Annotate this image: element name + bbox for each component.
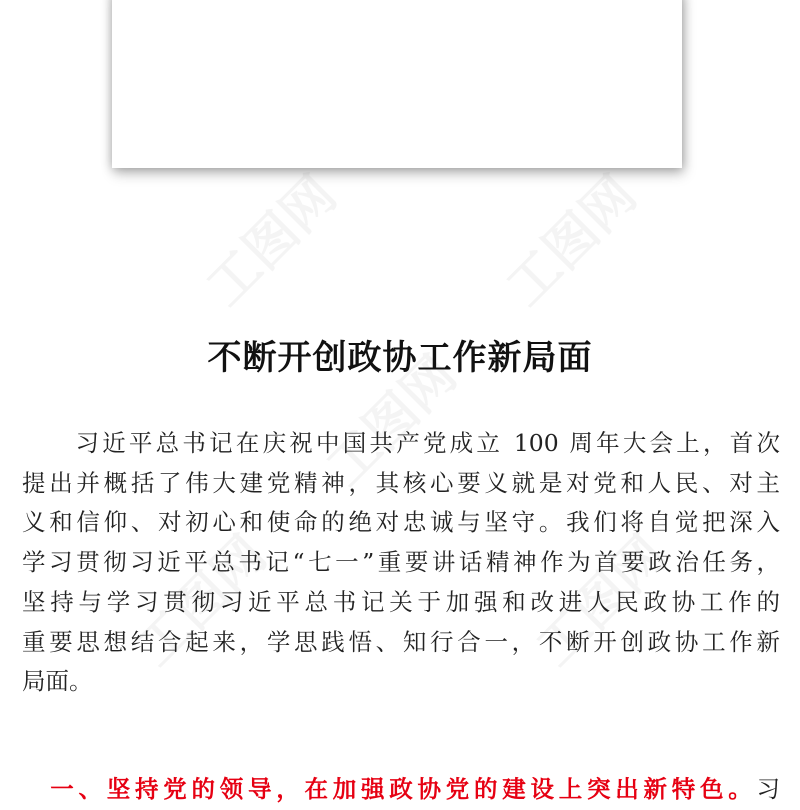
paragraph-line: 义和信仰、对初心和使命的绝对忠诚与坚守。我们将自觉把深入 bbox=[22, 508, 780, 537]
paragraph-line: 重要思想结合起来，学思践悟、知行合一，不断开创政协工作新 bbox=[22, 627, 780, 656]
paragraph-line: 提出并概括了伟大建党精神，其核心要义就是对党和人民、对主 bbox=[22, 468, 780, 497]
paragraph-line: 学习贯彻习近平总书记“七一”重要讲话精神作为首要政治任务， bbox=[22, 548, 780, 577]
paragraph-line: 坚持与学习贯彻习近平总书记关于加强和改进人民政协工作的 bbox=[22, 587, 780, 616]
paper-preview-card bbox=[112, 0, 682, 168]
paragraph-line: 局面。 bbox=[22, 667, 93, 696]
section-continuation: 习 bbox=[756, 775, 780, 803]
watermark bbox=[186, 156, 349, 319]
section-one bbox=[22, 770, 780, 810]
section-heading: 一、坚持党的领导，在加强政协党的建设上突出新特色。 bbox=[22, 775, 757, 803]
body-paragraph bbox=[22, 424, 780, 702]
paragraph-line: 习近平总书记在庆祝中国共产党成立 100 周年大会上，首次 bbox=[22, 429, 780, 457]
watermark bbox=[486, 156, 649, 319]
document-title: 不断开创政协工作新局面 bbox=[207, 338, 593, 378]
